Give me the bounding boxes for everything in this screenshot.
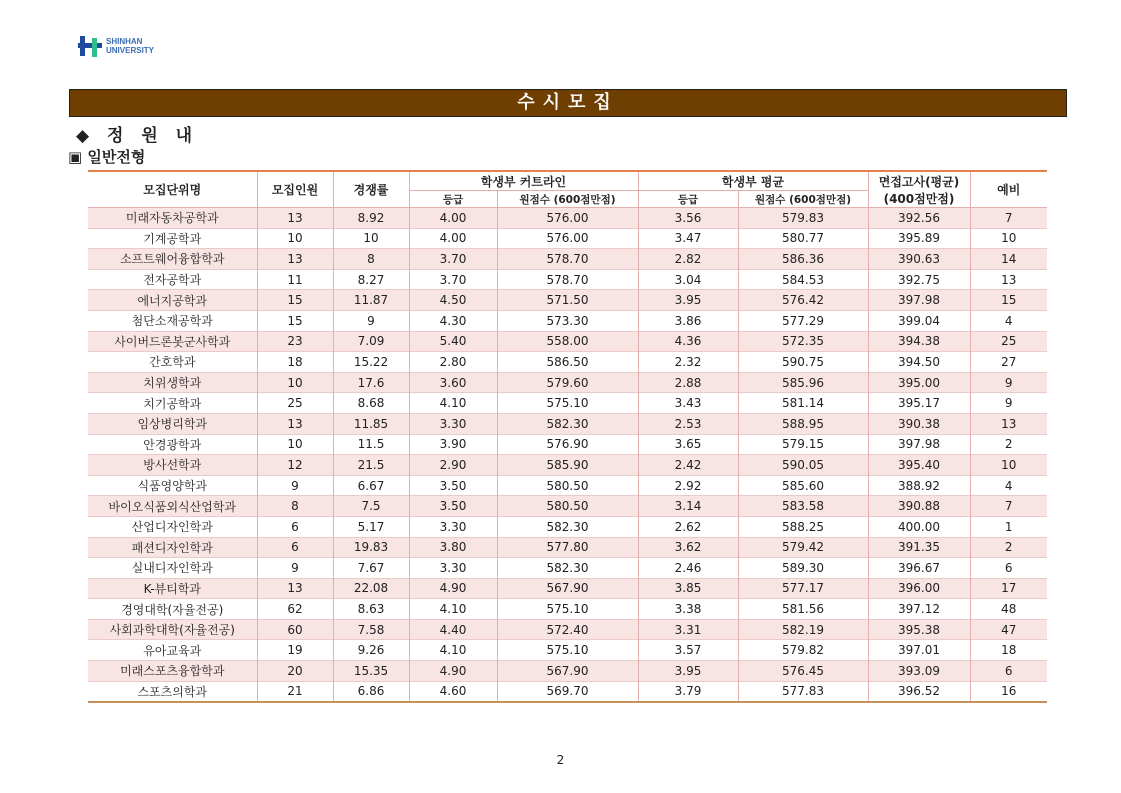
cell-interview-score: 394.50: [868, 352, 970, 373]
cell-interview-score: 395.38: [868, 619, 970, 640]
cell-interview-score: 392.75: [868, 269, 970, 290]
cell-quota: 15: [257, 310, 333, 331]
cell-competition-rate: 15.22: [333, 352, 409, 373]
cell-average-grade: 3.14: [638, 496, 738, 517]
cell-unit-name: 에너지공학과: [88, 290, 257, 311]
table-row: [88, 269, 1047, 290]
cell-cutline-grade: 3.50: [409, 475, 497, 496]
cell-interview-score: 397.98: [868, 434, 970, 455]
cell-average-grade: 3.95: [638, 661, 738, 682]
cell-unit-name: 간호학과: [88, 352, 257, 373]
table-row: [88, 290, 1047, 311]
cell-quota: 10: [257, 372, 333, 393]
cell-cutline-score: 575.10: [497, 599, 638, 620]
cell-competition-rate: 9.26: [333, 640, 409, 661]
cell-interview-score: 396.67: [868, 558, 970, 579]
cell-interview-score: 395.40: [868, 455, 970, 476]
cell-average-score: 584.53: [738, 269, 868, 290]
cell-average-score: 590.05: [738, 455, 868, 476]
header-rate: 경쟁률: [333, 171, 409, 208]
cell-quota: 18: [257, 352, 333, 373]
cell-average-score: 583.58: [738, 496, 868, 517]
cell-quota: 62: [257, 599, 333, 620]
cell-interview-score: 390.38: [868, 413, 970, 434]
cell-cutline-score: 580.50: [497, 496, 638, 517]
cell-average-score: 576.42: [738, 290, 868, 311]
cell-competition-rate: 15.35: [333, 661, 409, 682]
cell-cutline-grade: 3.70: [409, 249, 497, 270]
cell-competition-rate: 8.68: [333, 393, 409, 414]
cell-reserve: 2: [970, 434, 1047, 455]
cell-interview-score: 399.04: [868, 310, 970, 331]
page-banner: 수시모집: [69, 89, 1067, 117]
table-row: [88, 578, 1047, 599]
cell-cutline-grade: 2.90: [409, 455, 497, 476]
cell-competition-rate: 8: [333, 249, 409, 270]
cell-interview-score: 396.00: [868, 578, 970, 599]
cell-reserve: 9: [970, 372, 1047, 393]
cell-cutline-score: 575.10: [497, 640, 638, 661]
cell-reserve: 14: [970, 249, 1047, 270]
cell-average-score: 579.42: [738, 537, 868, 558]
header-avg-grade: 등급: [638, 191, 738, 208]
cell-interview-score: 388.92: [868, 475, 970, 496]
university-logo: [78, 35, 154, 57]
cell-cutline-score: 582.30: [497, 516, 638, 537]
cell-reserve: 48: [970, 599, 1047, 620]
table-row: [88, 249, 1047, 270]
cell-cutline-grade: 4.10: [409, 599, 497, 620]
cell-interview-score: 395.17: [868, 393, 970, 414]
cell-average-grade: 4.36: [638, 331, 738, 352]
cell-reserve: 17: [970, 578, 1047, 599]
cell-quota: 15: [257, 290, 333, 311]
cell-cutline-score: 567.90: [497, 578, 638, 599]
cell-average-score: 582.19: [738, 619, 868, 640]
cell-cutline-grade: 3.30: [409, 413, 497, 434]
cell-reserve: 2: [970, 537, 1047, 558]
cell-competition-rate: 9: [333, 310, 409, 331]
cell-interview-score: 394.38: [868, 331, 970, 352]
table-row: [88, 310, 1047, 331]
cell-quota: 8: [257, 496, 333, 517]
cell-average-score: 577.17: [738, 578, 868, 599]
cell-average-grade: 3.31: [638, 619, 738, 640]
cell-cutline-grade: 4.90: [409, 578, 497, 599]
cell-interview-score: 397.12: [868, 599, 970, 620]
cell-interview-score: 396.52: [868, 681, 970, 702]
cell-quota: 23: [257, 331, 333, 352]
table-row: [88, 331, 1047, 352]
cell-quota: 19: [257, 640, 333, 661]
cell-competition-rate: 21.5: [333, 455, 409, 476]
cell-quota: 9: [257, 558, 333, 579]
cell-average-grade: 3.95: [638, 290, 738, 311]
cell-unit-name: 미래자동차공학과: [88, 208, 257, 229]
cell-average-score: 576.45: [738, 661, 868, 682]
cell-unit-name: 미래스포츠융합학과: [88, 661, 257, 682]
cell-quota: 13: [257, 578, 333, 599]
cell-competition-rate: 11.87: [333, 290, 409, 311]
cell-interview-score: 392.56: [868, 208, 970, 229]
cell-competition-rate: 10: [333, 228, 409, 249]
cell-reserve: 4: [970, 310, 1047, 331]
cell-average-score: 586.36: [738, 249, 868, 270]
table-row: [88, 640, 1047, 661]
table-row: [88, 475, 1047, 496]
cell-average-grade: 2.92: [638, 475, 738, 496]
cell-average-grade: 2.46: [638, 558, 738, 579]
cell-average-grade: 3.62: [638, 537, 738, 558]
cell-cutline-score: 578.70: [497, 249, 638, 270]
cell-cutline-grade: 4.30: [409, 310, 497, 331]
cell-interview-score: 397.98: [868, 290, 970, 311]
cell-cutline-grade: 4.00: [409, 228, 497, 249]
table-row: [88, 372, 1047, 393]
table-row: [88, 434, 1047, 455]
table-row: [88, 455, 1047, 476]
cell-cutline-grade: 3.60: [409, 372, 497, 393]
cell-reserve: 13: [970, 269, 1047, 290]
cell-cutline-score: 582.30: [497, 413, 638, 434]
cell-average-score: 585.96: [738, 372, 868, 393]
cell-unit-name: 패션디자인학과: [88, 537, 257, 558]
cell-average-score: 585.60: [738, 475, 868, 496]
cell-reserve: 15: [970, 290, 1047, 311]
cell-cutline-grade: 2.80: [409, 352, 497, 373]
cell-unit-name: 전자공학과: [88, 269, 257, 290]
cell-cutline-grade: 3.30: [409, 516, 497, 537]
table-row: [88, 599, 1047, 620]
cell-interview-score: 395.00: [868, 372, 970, 393]
cell-unit-name: 바이오식품외식산업학과: [88, 496, 257, 517]
cell-unit-name: 식품영양학과: [88, 475, 257, 496]
cell-average-grade: 3.43: [638, 393, 738, 414]
cell-average-grade: 3.79: [638, 681, 738, 702]
logo-line2: UNIVERSITY: [106, 46, 155, 55]
table-row: [88, 681, 1047, 702]
cell-quota: 12: [257, 455, 333, 476]
cell-cutline-score: 573.30: [497, 310, 638, 331]
cell-quota: 25: [257, 393, 333, 414]
cell-cutline-score: 576.90: [497, 434, 638, 455]
cell-competition-rate: 6.67: [333, 475, 409, 496]
cell-average-score: 572.35: [738, 331, 868, 352]
cell-unit-name: 경영대학(자율전공): [88, 599, 257, 620]
page-number: 2: [556, 753, 565, 767]
cell-reserve: 7: [970, 208, 1047, 229]
cell-average-score: 581.56: [738, 599, 868, 620]
table-row: [88, 393, 1047, 414]
cell-average-grade: 2.82: [638, 249, 738, 270]
cell-cutline-grade: 3.30: [409, 558, 497, 579]
table-row: [88, 516, 1047, 537]
table-row: [88, 413, 1047, 434]
cell-cutline-grade: 3.80: [409, 537, 497, 558]
cell-reserve: 27: [970, 352, 1047, 373]
cell-quota: 6: [257, 537, 333, 558]
cell-reserve: 47: [970, 619, 1047, 640]
cell-reserve: 18: [970, 640, 1047, 661]
table-row: [88, 228, 1047, 249]
table-row: [88, 558, 1047, 579]
cell-cutline-grade: 4.90: [409, 661, 497, 682]
cell-quota: 11: [257, 269, 333, 290]
header-cut-grade: 등급: [409, 191, 497, 208]
cell-cutline-score: 576.00: [497, 208, 638, 229]
cell-average-grade: 3.56: [638, 208, 738, 229]
cell-average-score: 580.77: [738, 228, 868, 249]
cell-cutline-score: 569.70: [497, 681, 638, 702]
cell-reserve: 16: [970, 681, 1047, 702]
cell-cutline-score: 579.60: [497, 372, 638, 393]
cell-average-score: 577.29: [738, 310, 868, 331]
header-cutline: 학생부 커트라인: [409, 171, 638, 191]
cell-reserve: 10: [970, 455, 1047, 476]
cell-cutline-grade: 4.40: [409, 619, 497, 640]
cell-competition-rate: 8.92: [333, 208, 409, 229]
header-average: 학생부 평균: [638, 171, 868, 191]
table-row: [88, 496, 1047, 517]
cell-cutline-score: 572.40: [497, 619, 638, 640]
cell-cutline-grade: 3.50: [409, 496, 497, 517]
cell-competition-rate: 8.63: [333, 599, 409, 620]
cell-competition-rate: 8.27: [333, 269, 409, 290]
cell-quota: 13: [257, 249, 333, 270]
cell-quota: 21: [257, 681, 333, 702]
cell-average-grade: 2.53: [638, 413, 738, 434]
cell-interview-score: 395.89: [868, 228, 970, 249]
cell-average-score: 588.25: [738, 516, 868, 537]
cell-reserve: 25: [970, 331, 1047, 352]
cell-average-grade: 2.88: [638, 372, 738, 393]
cell-cutline-grade: 4.10: [409, 393, 497, 414]
cell-average-grade: 2.32: [638, 352, 738, 373]
cell-average-grade: 3.47: [638, 228, 738, 249]
cell-interview-score: 390.88: [868, 496, 970, 517]
table-row: [88, 352, 1047, 373]
cell-cutline-grade: 5.40: [409, 331, 497, 352]
cell-cutline-score: 582.30: [497, 558, 638, 579]
cell-unit-name: 임상병리학과: [88, 413, 257, 434]
header-interview: 면접고사(평균) (400점만점): [868, 171, 970, 208]
cell-average-score: 590.75: [738, 352, 868, 373]
cell-unit-name: 소프트웨어융합학과: [88, 249, 257, 270]
cell-unit-name: 안경광학과: [88, 434, 257, 455]
cell-cutline-grade: 4.60: [409, 681, 497, 702]
section-heading: ◆ 정 원 내: [76, 126, 199, 146]
cell-unit-name: 치위생학과: [88, 372, 257, 393]
header-quota: 모집인원: [257, 171, 333, 208]
cell-competition-rate: 6.86: [333, 681, 409, 702]
cell-average-score: 577.83: [738, 681, 868, 702]
cell-competition-rate: 11.5: [333, 434, 409, 455]
admission-results-table: [88, 170, 1047, 703]
cell-cutline-grade: 4.00: [409, 208, 497, 229]
cell-reserve: 4: [970, 475, 1047, 496]
cell-reserve: 6: [970, 661, 1047, 682]
cell-quota: 10: [257, 434, 333, 455]
cell-quota: 6: [257, 516, 333, 537]
cell-competition-rate: 7.09: [333, 331, 409, 352]
cell-cutline-grade: 4.10: [409, 640, 497, 661]
cell-cutline-grade: 3.70: [409, 269, 497, 290]
cell-quota: 13: [257, 208, 333, 229]
cell-cutline-score: 575.10: [497, 393, 638, 414]
cell-average-score: 589.30: [738, 558, 868, 579]
cell-quota: 10: [257, 228, 333, 249]
cell-unit-name: K-뷰티학과: [88, 578, 257, 599]
table-row: [88, 619, 1047, 640]
cell-cutline-score: 576.00: [497, 228, 638, 249]
cell-interview-score: 397.01: [868, 640, 970, 661]
cell-average-grade: 3.86: [638, 310, 738, 331]
cell-average-grade: 2.42: [638, 455, 738, 476]
table-row: [88, 537, 1047, 558]
cell-interview-score: 390.63: [868, 249, 970, 270]
cell-reserve: 13: [970, 413, 1047, 434]
cell-average-score: 588.95: [738, 413, 868, 434]
cell-cutline-score: 571.50: [497, 290, 638, 311]
subsection-heading: ▣ 일반전형: [68, 148, 146, 166]
cell-cutline-score: 585.90: [497, 455, 638, 476]
cell-average-score: 579.82: [738, 640, 868, 661]
cell-average-score: 581.14: [738, 393, 868, 414]
cell-cutline-score: 578.70: [497, 269, 638, 290]
table-row: [88, 661, 1047, 682]
header-cut-score: 원점수 (600점만점): [497, 191, 638, 208]
logo-line1: SHINHAN: [106, 37, 143, 46]
cell-average-grade: 2.62: [638, 516, 738, 537]
cell-reserve: 10: [970, 228, 1047, 249]
header-avg-score: 원점수 (600점만점): [738, 191, 868, 208]
cell-interview-score: 391.35: [868, 537, 970, 558]
cell-unit-name: 사회과학대학(자율전공): [88, 619, 257, 640]
cell-unit-name: 유아교육과: [88, 640, 257, 661]
cell-unit-name: 스포츠의학과: [88, 681, 257, 702]
cell-average-score: 579.15: [738, 434, 868, 455]
cell-interview-score: 400.00: [868, 516, 970, 537]
cell-reserve: 6: [970, 558, 1047, 579]
cell-cutline-score: 580.50: [497, 475, 638, 496]
header-reserve: 예비: [970, 171, 1047, 208]
cell-competition-rate: 11.85: [333, 413, 409, 434]
cell-competition-rate: 5.17: [333, 516, 409, 537]
cell-cutline-score: 558.00: [497, 331, 638, 352]
cell-quota: 9: [257, 475, 333, 496]
cell-competition-rate: 19.83: [333, 537, 409, 558]
cell-competition-rate: 7.67: [333, 558, 409, 579]
cell-quota: 13: [257, 413, 333, 434]
cell-interview-score: 393.09: [868, 661, 970, 682]
cell-reserve: 7: [970, 496, 1047, 517]
cell-unit-name: 산업디자인학과: [88, 516, 257, 537]
cell-unit-name: 방사선학과: [88, 455, 257, 476]
cell-average-score: 579.83: [738, 208, 868, 229]
cell-unit-name: 치기공학과: [88, 393, 257, 414]
cell-average-grade: 3.65: [638, 434, 738, 455]
cell-average-grade: 3.38: [638, 599, 738, 620]
cell-quota: 60: [257, 619, 333, 640]
cell-cutline-grade: 3.90: [409, 434, 497, 455]
cell-competition-rate: 22.08: [333, 578, 409, 599]
cell-unit-name: 기계공학과: [88, 228, 257, 249]
cell-unit-name: 실내디자인학과: [88, 558, 257, 579]
cell-competition-rate: 7.58: [333, 619, 409, 640]
logo-mark-icon: [78, 35, 102, 57]
cell-cutline-score: 577.80: [497, 537, 638, 558]
cell-quota: 20: [257, 661, 333, 682]
table-row: [88, 208, 1047, 229]
cell-reserve: 9: [970, 393, 1047, 414]
cell-cutline-score: 567.90: [497, 661, 638, 682]
cell-unit-name: 첨단소재공학과: [88, 310, 257, 331]
cell-competition-rate: 7.5: [333, 496, 409, 517]
cell-cutline-score: 586.50: [497, 352, 638, 373]
cell-cutline-grade: 4.50: [409, 290, 497, 311]
cell-average-grade: 3.85: [638, 578, 738, 599]
cell-competition-rate: 17.6: [333, 372, 409, 393]
cell-average-grade: 3.57: [638, 640, 738, 661]
header-unit: 모집단위명: [88, 171, 257, 208]
cell-unit-name: 사이버드론봇군사학과: [88, 331, 257, 352]
cell-average-grade: 3.04: [638, 269, 738, 290]
cell-reserve: 1: [970, 516, 1047, 537]
